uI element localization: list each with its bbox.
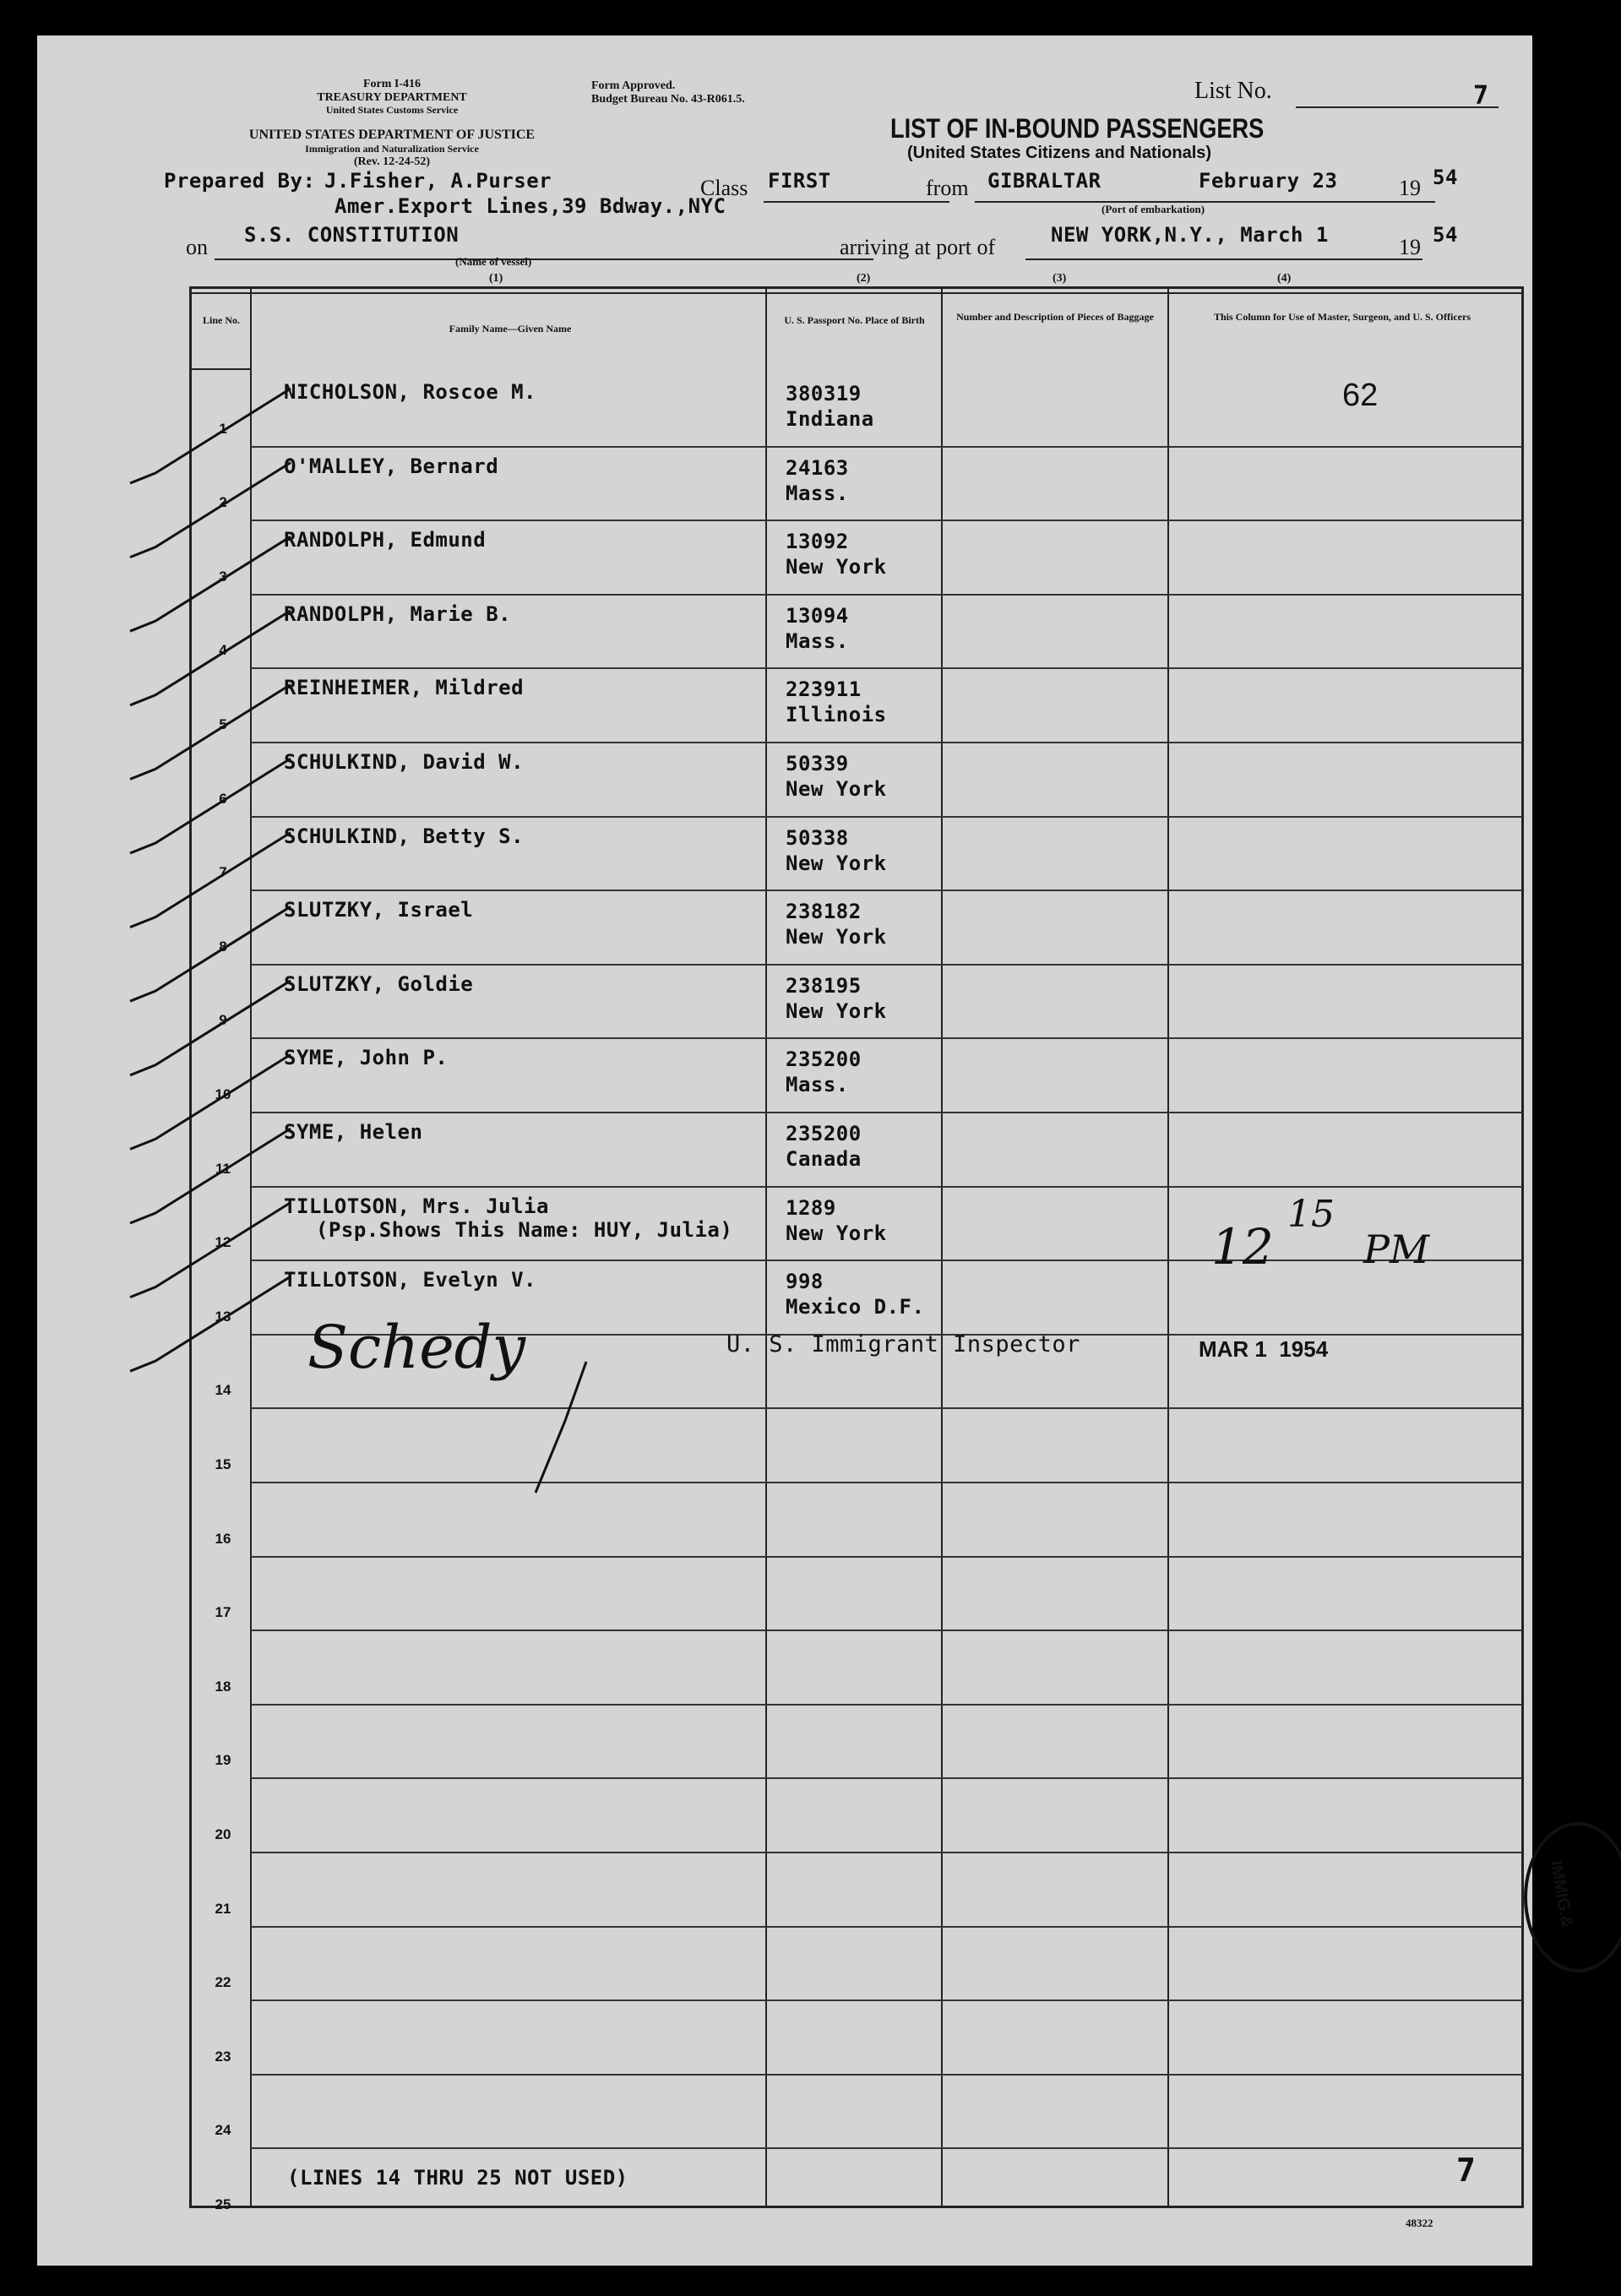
column-number-4: (4): [1277, 272, 1292, 285]
passenger-name: SCHULKIND, Betty S.: [284, 824, 525, 848]
place-of-birth: New York: [786, 851, 887, 875]
line-number: 19: [215, 1752, 231, 1769]
passenger-name: SLUTZKY, Israel: [284, 898, 474, 922]
arriving-label: arriving at port of: [840, 235, 996, 259]
arrival-year-prefix: 19: [1399, 235, 1421, 259]
line-number: 24: [215, 2122, 231, 2139]
passenger-name: SYME, Helen: [284, 1120, 423, 1144]
line-number: 17: [215, 1604, 231, 1621]
inspector-title: U. S. Immigrant Inspector: [726, 1331, 1080, 1357]
col-head-name: Family Name—Given Name: [449, 323, 572, 335]
check-mark: [130, 463, 291, 558]
line-number: 7: [219, 864, 227, 881]
row-divider: [251, 2147, 1522, 2149]
arrival-time-hour: 12: [1211, 1218, 1274, 1276]
year-suffix: 54: [1433, 166, 1458, 189]
col-divider-3: [941, 289, 943, 2206]
passport-number: 998: [786, 1270, 824, 1294]
from-underline: [975, 201, 1435, 203]
passport-number: 24163: [786, 455, 849, 480]
line-number: 20: [215, 1826, 231, 1842]
line-number: 2: [219, 494, 227, 511]
row-divider: [251, 1482, 1522, 1483]
check-mark: [130, 611, 291, 705]
line-number: 15: [215, 1456, 231, 1472]
passenger-name: TILLOTSON, Evelyn V.: [284, 1268, 536, 1292]
passport-number: 50338: [786, 825, 849, 850]
column-number-1: (1): [489, 272, 503, 285]
page-mark: 7: [1456, 2152, 1477, 2189]
passport-name-note: (Psp.Shows This Name: HUY, Julia): [316, 1217, 733, 1242]
line-number: 6: [219, 790, 227, 807]
justice-department: UNITED STATES DEPARTMENT OF JUSTICE: [248, 128, 536, 142]
prepared-by-label: Prepared By:: [164, 169, 316, 193]
arrival-underline: [1025, 258, 1422, 260]
inspector-signature: Schedy: [307, 1313, 526, 1382]
officer-count: 62: [1342, 378, 1379, 413]
place-of-birth: Indiana: [786, 407, 874, 431]
col-divider-2: [765, 289, 767, 2206]
class-value: FIRST: [768, 169, 831, 193]
form-approved: Form Approved.: [591, 79, 676, 92]
row-divider: [251, 1407, 1522, 1409]
passenger-name: RANDOLPH, Marie B.: [284, 601, 512, 626]
row-divider: [251, 1704, 1522, 1706]
budget-bureau: Budget Bureau No. 43-R061.5.: [591, 93, 745, 106]
row-divider: [251, 1777, 1522, 1779]
line-number: 18: [215, 1678, 231, 1695]
customs-service: United States Customs Service: [325, 104, 459, 116]
arrival-year-suffix: 54: [1433, 223, 1458, 247]
line-number: 23: [215, 2048, 231, 2065]
line-number: 21: [215, 1900, 231, 1917]
class-label: Class: [700, 176, 748, 200]
immigration-stamp: [1524, 1822, 1621, 1972]
line-number: 12: [215, 1234, 231, 1251]
passport-number: 235200: [786, 1047, 862, 1072]
passenger-name: O'MALLEY, Bernard: [284, 454, 499, 478]
embarkation-date: February 23: [1199, 169, 1338, 193]
treasury-department: TREASURY DEPARTMENT: [317, 91, 467, 104]
passenger-name: SYME, John P.: [284, 1046, 449, 1070]
row-divider: [251, 1630, 1522, 1631]
col-head-officers: This Column for Use of Master, Surgeon, and U. S. Officers: [1213, 311, 1471, 323]
check-mark: [130, 1276, 291, 1371]
passenger-name: TILLOTSON, Mrs. Julia: [284, 1194, 549, 1218]
line-number: 9: [219, 1012, 227, 1029]
check-mark: [130, 1129, 291, 1223]
arrival-port: NEW YORK,N.Y., March 1: [1051, 223, 1329, 247]
line-number: 13: [215, 1308, 231, 1325]
unused-lines-note: (LINES 14 THRU 25 NOT USED): [287, 2166, 628, 2190]
row-divider: [251, 2074, 1522, 2076]
column-number-2: (2): [857, 272, 871, 285]
col-divider-4: [1167, 289, 1169, 2206]
list-no-value: 7: [1473, 81, 1489, 111]
shipping-company: Amer.Export Lines,39 Bdway.,NYC: [335, 194, 726, 218]
check-mark: [130, 1054, 291, 1149]
row-divider: [251, 1999, 1522, 2001]
check-mark: [130, 759, 291, 853]
row-divider: [251, 1852, 1522, 1853]
stamp-text: IMMIG.&: [1546, 1859, 1577, 1929]
place-of-birth: New York: [786, 925, 887, 949]
passport-number: 238195: [786, 973, 862, 998]
column-number-3: (3): [1053, 272, 1067, 285]
place-of-birth: Mass.: [786, 481, 849, 505]
list-no-underline: [1296, 106, 1499, 108]
page-title: LIST OF IN-BOUND PASSENGERS: [890, 113, 1265, 144]
line-number: 1: [219, 420, 227, 437]
from-label: from: [926, 176, 969, 200]
passenger-list-page: [37, 35, 1577, 2266]
line-number: 5: [219, 716, 227, 732]
check-mark: [130, 833, 291, 928]
place-of-birth: Mass.: [786, 1073, 849, 1097]
passenger-name: REINHEIMER, Mildred: [284, 676, 525, 700]
line-number: 11: [215, 1160, 231, 1177]
passport-number: 13094: [786, 603, 849, 628]
passport-number: 1289: [786, 1195, 836, 1220]
ins-service: Immigration and Naturalization Service: [305, 143, 479, 155]
place-of-birth: New York: [786, 555, 887, 579]
arrival-time-pm: PM: [1363, 1227, 1430, 1272]
check-mark: [130, 981, 291, 1075]
place-of-birth: New York: [786, 1221, 887, 1245]
passport-number: 223911: [786, 677, 862, 702]
passport-number: 50339: [786, 752, 849, 775]
year-prefix: 19: [1399, 176, 1421, 200]
print-code: 48322: [1406, 2217, 1433, 2229]
check-mark: [130, 906, 291, 1001]
form-number: Form I-416: [362, 78, 422, 90]
line-number: 25: [215, 2196, 231, 2212]
line-number: 22: [215, 1974, 231, 1991]
on-label: on: [186, 235, 208, 259]
inspection-stamp-date: MAR 1 1954: [1199, 1336, 1329, 1362]
row-divider: [251, 1926, 1522, 1928]
col-head-passport: U. S. Passport No. Place of Birth: [784, 314, 925, 326]
line-number: 4: [219, 642, 227, 659]
class-underline: [764, 201, 949, 203]
place-of-birth: New York: [786, 998, 887, 1023]
place-of-birth: Illinois: [786, 703, 887, 727]
passport-number: 380319: [786, 382, 862, 405]
prepared-by-names: J.Fisher, A.Purser: [324, 169, 552, 193]
passport-number: 238182: [786, 900, 862, 924]
place-of-birth: Mexico D.F.: [786, 1295, 925, 1319]
passport-number: 13092: [786, 530, 849, 554]
passport-number: 235200: [786, 1122, 862, 1145]
check-marks: [37, 35, 460, 1387]
passenger-name: SCHULKIND, David W.: [284, 750, 525, 774]
line-number: 8: [219, 938, 227, 955]
check-mark: [130, 389, 291, 483]
vessel-caption: (Name of vessel): [455, 255, 532, 268]
place-of-birth: New York: [786, 777, 887, 801]
line-number: 10: [215, 1086, 231, 1102]
page-subtitle: (United States Citizens and Nationals): [907, 144, 1212, 162]
form-revision: (Rev. 12-24-52): [353, 155, 431, 168]
embarkation-port: GIBRALTAR: [987, 169, 1102, 193]
line-number: 14: [215, 1382, 231, 1399]
passenger-name: NICHOLSON, Roscoe M.: [284, 380, 536, 404]
line-number: 3: [219, 568, 227, 585]
port-caption: (Port of embarkation): [1102, 203, 1205, 215]
vessel-name: S.S. CONSTITUTION: [244, 223, 460, 247]
arrival-time-minute: 15: [1287, 1193, 1335, 1236]
col-head-baggage: Number and Description of Pieces of Baggage: [956, 311, 1154, 323]
row-divider: [251, 1556, 1522, 1558]
place-of-birth: Mass.: [786, 628, 849, 653]
line-number: 16: [215, 1530, 231, 1547]
passenger-name: RANDOLPH, Edmund: [284, 528, 487, 552]
passenger-name: SLUTZKY, Goldie: [284, 971, 474, 996]
col-head-line-no: Line No.: [202, 314, 240, 326]
check-mark: [130, 1203, 291, 1298]
list-no-label: List No.: [1194, 78, 1272, 104]
place-of-birth: Canada: [786, 1147, 862, 1171]
check-mark: [130, 684, 291, 779]
signature-stroke: [502, 1353, 603, 1505]
check-mark: [130, 536, 291, 631]
